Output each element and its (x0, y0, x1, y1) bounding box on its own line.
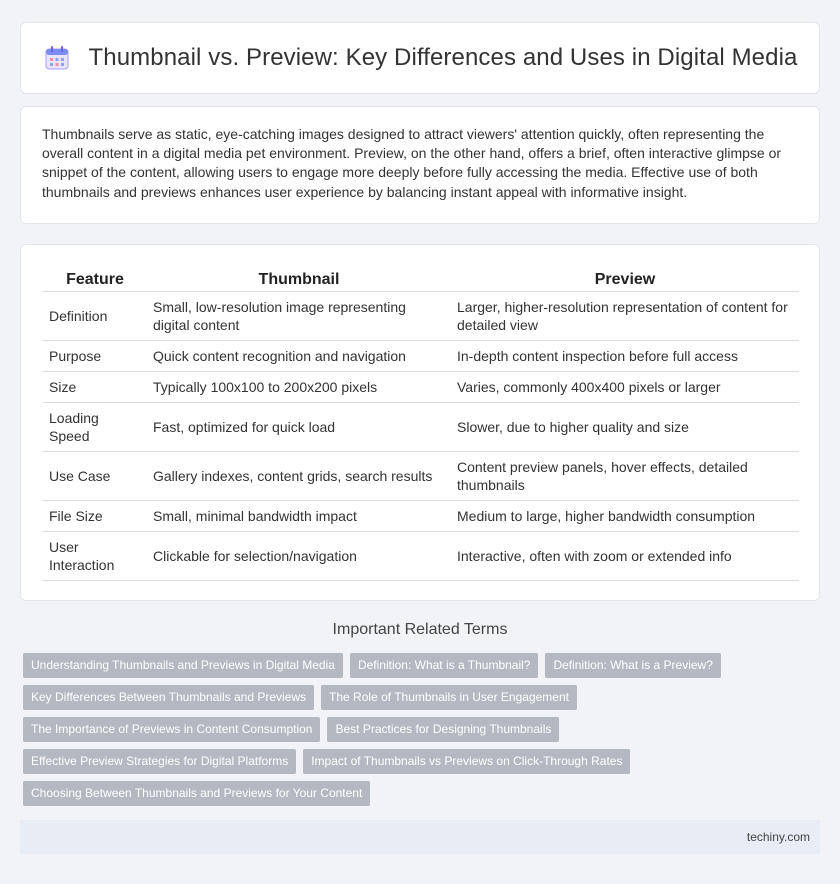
feature-cell: Size (43, 371, 147, 402)
table-row (43, 500, 799, 531)
thumbnail-cell: Gallery indexes, content grids, search results (147, 451, 451, 500)
table-header-row (43, 265, 799, 291)
related-terms-title: Important Related Terms (332, 621, 508, 638)
calendar-icon (43, 44, 71, 72)
feature-cell: File Size (43, 500, 147, 531)
feature-cell: Definition (43, 291, 147, 340)
related-term-tag[interactable]: Impact of Thumbnails vs Previews on Click-Through Rates (303, 749, 630, 774)
column-header-feature: Feature (43, 265, 147, 291)
tag-row (23, 685, 803, 710)
tag-row (23, 717, 803, 742)
related-term-tag[interactable]: Effective Preview Strategies for Digital Platforms (23, 749, 296, 774)
related-term-tag[interactable]: Understanding Thumbnails and Previews in Digital Media (23, 653, 343, 678)
feature-cell: Use Case (43, 451, 147, 500)
preview-cell: In-depth content inspection before full access (451, 340, 799, 371)
related-term-tag[interactable]: Key Differences Between Thumbnails and Previews (23, 685, 314, 710)
column-header-preview: Preview (451, 265, 799, 291)
preview-cell: Content preview panels, hover effects, detailed thumbnails (451, 451, 799, 500)
preview-cell: Slower, due to higher quality and size (451, 402, 799, 451)
tag-row (23, 781, 803, 806)
thumbnail-cell: Quick content recognition and navigation (147, 340, 451, 371)
preview-cell: Varies, commonly 400x400 pixels or larger (451, 371, 799, 402)
footer (20, 820, 820, 854)
table-row (43, 291, 799, 340)
feature-cell: Loading Speed (43, 402, 147, 451)
related-term-tag[interactable]: Definition: What is a Thumbnail? (350, 653, 539, 678)
preview-cell: Medium to large, higher bandwidth consumption (451, 500, 799, 531)
preview-cell: Interactive, often with zoom or extended info (451, 531, 799, 580)
feature-cell: Purpose (43, 340, 147, 371)
related-term-tag[interactable]: The Importance of Previews in Content Consumption (23, 717, 320, 742)
column-header-thumbnail: Thumbnail (147, 265, 451, 291)
preview-cell: Larger, higher-resolution representation of content for detailed view (451, 291, 799, 340)
comparison-card (20, 244, 820, 601)
table-row (43, 531, 799, 580)
comparison-table (43, 265, 799, 581)
intro-paragraph: Thumbnails serve as static, eye-catching images designed to attract viewers' attention quickly, often representing the overall content in a digital media pet environment. Preview, on the other hand, offers a brief, often interactive glimpse or snippet of the content, allowing users to engage more deeply before fully accessing the media. Effective use of both thumbnails and previews enhances user experience by balancing instant appeal with informative insight. (42, 126, 782, 200)
related-term-tag[interactable]: Definition: What is a Preview? (545, 653, 720, 678)
table-row (43, 371, 799, 402)
tag-row (23, 749, 803, 774)
thumbnail-cell: Fast, optimized for quick load (147, 402, 451, 451)
header-card (20, 22, 820, 94)
thumbnail-cell: Typically 100x100 to 200x200 pixels (147, 371, 451, 402)
table-row (43, 340, 799, 371)
related-term-tag[interactable]: Best Practices for Designing Thumbnails (327, 717, 559, 742)
thumbnail-cell: Small, low-resolution image representing digital content (147, 291, 451, 340)
page-title: Thumbnail vs. Preview: Key Differences and Uses in Digital Media (88, 44, 798, 71)
table-row (43, 402, 799, 451)
thumbnail-cell: Clickable for selection/navigation (147, 531, 451, 580)
footer-site-link[interactable]: techiny.com (746, 830, 810, 844)
related-term-tag[interactable]: Choosing Between Thumbnails and Previews for Your Content (23, 781, 370, 806)
intro-card (20, 106, 820, 224)
table-row (43, 451, 799, 500)
related-term-tag[interactable]: The Role of Thumbnails in User Engagement (321, 685, 577, 710)
related-terms-list (23, 653, 803, 813)
thumbnail-cell: Small, minimal bandwidth impact (147, 500, 451, 531)
feature-cell: User Interaction (43, 531, 147, 580)
tag-row (23, 653, 803, 678)
